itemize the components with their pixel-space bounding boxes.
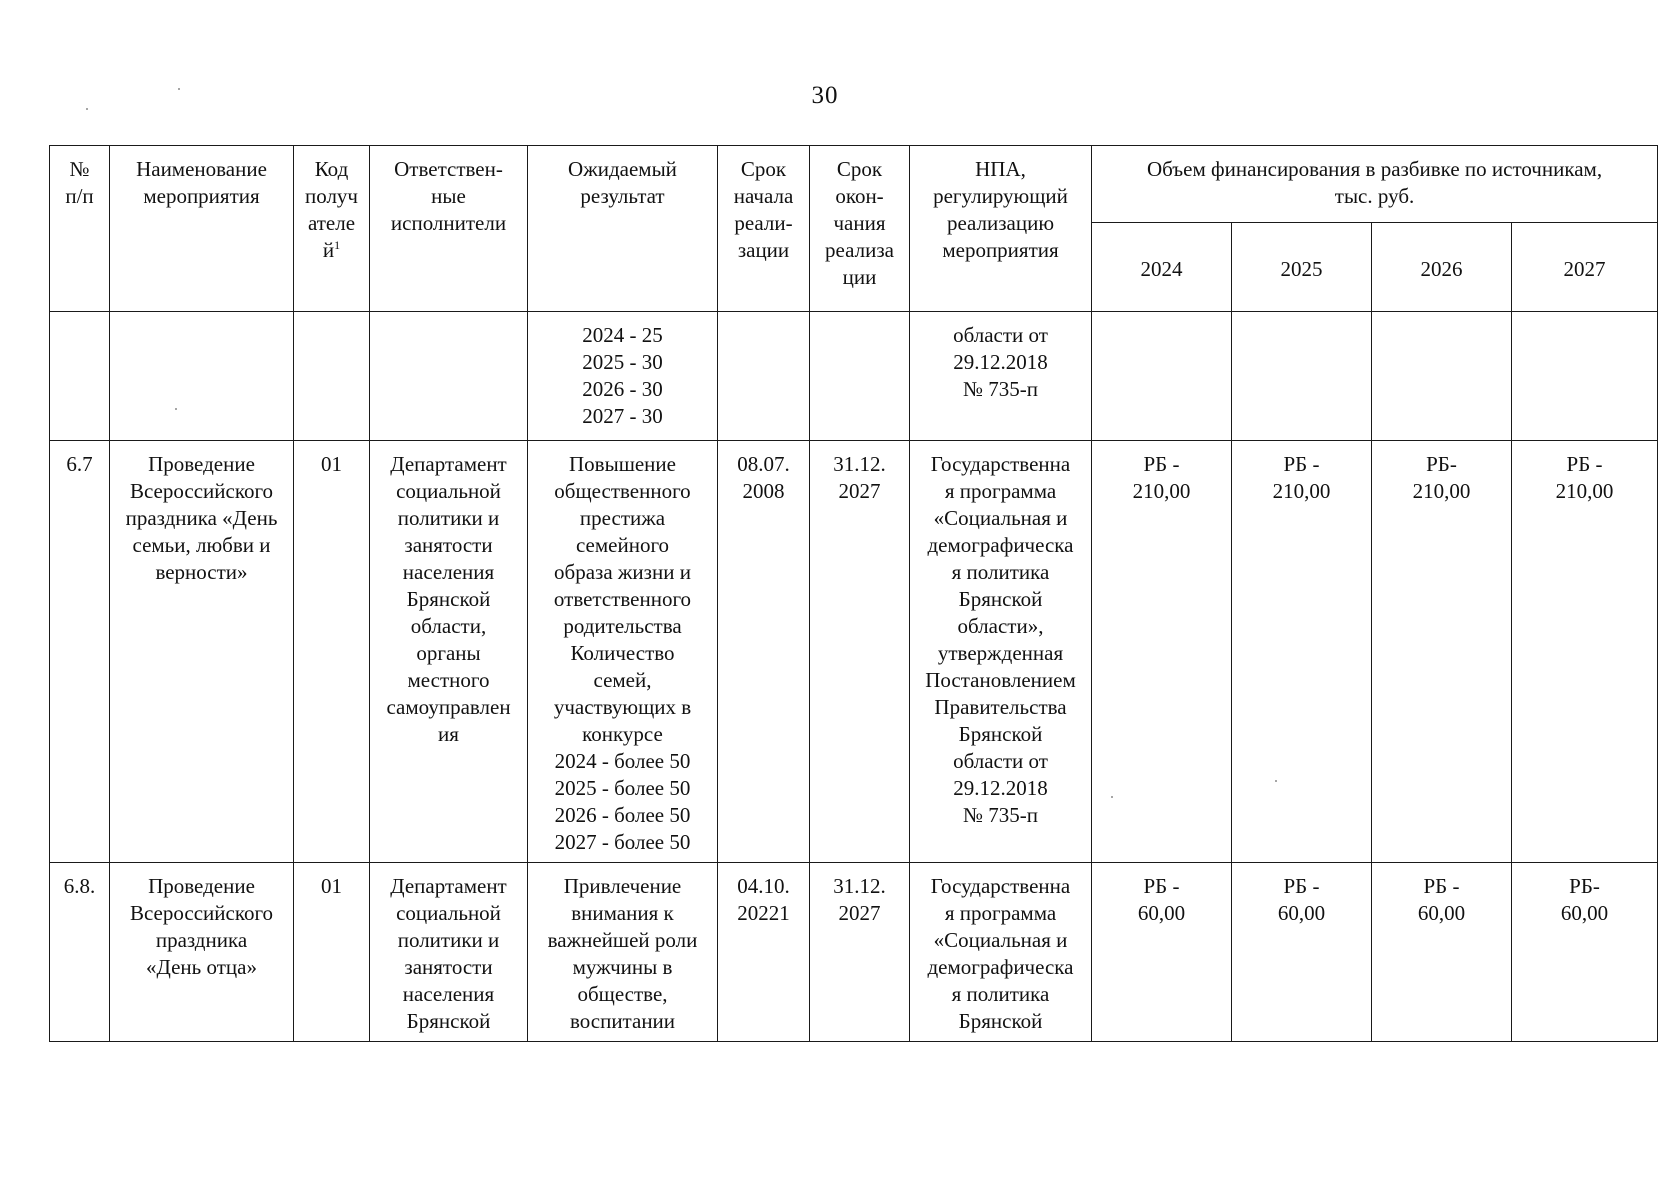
header-end: Срок окон- чания реализа ции xyxy=(810,146,910,312)
cell-funding-2027: РБ - 210,00 xyxy=(1512,441,1658,863)
cell-funding-2027 xyxy=(1512,312,1658,441)
page-number: 30 xyxy=(811,82,839,109)
table-header-row xyxy=(50,146,1658,223)
cell-funding-2024 xyxy=(1092,312,1232,441)
header-year-2026: 2026 xyxy=(1372,223,1512,312)
cell-name xyxy=(110,312,294,441)
scan-speck xyxy=(86,108,88,110)
header-year-2024: 2024 xyxy=(1092,223,1232,312)
scan-speck xyxy=(1111,796,1113,798)
cell-end: 31.12. 2027 xyxy=(810,863,910,1042)
cell-npa: Государственна я программа «Социальная и демографическа я политика Брянской области», утвержденная Постановлением Правительства Брянской области от 29.12.2018 № 735-п xyxy=(910,441,1092,863)
cell-npa: Государственна я программа «Социальная и демографическа я политика Брянской xyxy=(910,863,1092,1042)
cell-code: 01 xyxy=(294,863,370,1042)
cell-funding-2025 xyxy=(1232,312,1372,441)
header-npa: НПА, регулирующий реализацию мероприятия xyxy=(910,146,1092,312)
cell-funding-2024: РБ - 60,00 xyxy=(1092,863,1232,1042)
cell-responsible xyxy=(370,312,528,441)
cell-end: 31.12. 2027 xyxy=(810,441,910,863)
header-responsible: Ответствен- ные исполнители xyxy=(370,146,528,312)
cell-funding-2026: РБ- 210,00 xyxy=(1372,441,1512,863)
cell-responsible: Департамент социальной политики и занятости населения Брянской области, органы местного самоуправлен ия xyxy=(370,441,528,863)
header-year-2027: 2027 xyxy=(1512,223,1658,312)
cell-funding-2024: РБ - 210,00 xyxy=(1092,441,1232,863)
cell-num xyxy=(50,312,110,441)
cell-funding-2025: РБ - 60,00 xyxy=(1232,863,1372,1042)
cell-num: 6.7 xyxy=(50,441,110,863)
footnote-mark: 1 xyxy=(334,238,341,252)
cell-funding-2027: РБ- 60,00 xyxy=(1512,863,1658,1042)
cell-result: Привлечение внимания к важнейшей роли мужчины в обществе, воспитании xyxy=(528,863,718,1042)
header-num: № п/п xyxy=(50,146,110,312)
cell-start xyxy=(718,312,810,441)
cell-result: 2024 - 25 2025 - 30 2026 - 30 2027 - 30 xyxy=(528,312,718,441)
result-years: 2024 - более 50 2025 - более 50 2026 - более 50 2027 - более 50 xyxy=(554,749,691,854)
header-funding: Объем финансирования в разбивке по источникам, тыс. руб. xyxy=(1092,146,1658,223)
header-result: Ожидаемый результат xyxy=(528,146,718,312)
cell-funding-2026 xyxy=(1372,312,1512,441)
cell-start: 08.07. 2008 xyxy=(718,441,810,863)
cell-code: 01 xyxy=(294,441,370,863)
cell-name: Проведение Всероссийского праздника «День отца» xyxy=(110,863,294,1042)
cell-name: Проведение Всероссийского праздника «День семьи, любви и верности» xyxy=(110,441,294,863)
cell-num: 6.8. xyxy=(50,863,110,1042)
cell-end xyxy=(810,312,910,441)
header-year-2025: 2025 xyxy=(1232,223,1372,312)
scan-speck xyxy=(175,408,177,410)
table-row xyxy=(50,441,1658,863)
header-code: Код получ ателе $й^1$ xyxy=(294,146,370,312)
scan-speck xyxy=(178,88,180,90)
table-row xyxy=(50,863,1658,1042)
cell-result: Повышение общественного престижа семейного образа жизни и ответственного родительства Количество семей, участвующих в конкурсе 2024 - более 50 2025 - более 50 2026 - более 50 2027 - более 50 xyxy=(528,441,718,863)
cell-code xyxy=(294,312,370,441)
cell-start: 04.10. 20221 xyxy=(718,863,810,1042)
activities-table xyxy=(49,145,1658,1042)
header-start: Срок начала реали- зации xyxy=(718,146,810,312)
cell-npa: области от 29.12.2018 № 735-п xyxy=(910,312,1092,441)
cell-funding-2026: РБ - 60,00 xyxy=(1372,863,1512,1042)
cell-responsible: Департамент социальной политики и занятости населения Брянской xyxy=(370,863,528,1042)
cell-funding-2025: РБ - 210,00 xyxy=(1232,441,1372,863)
header-name: Наименование мероприятия xyxy=(110,146,294,312)
table-row xyxy=(50,312,1658,441)
scan-speck xyxy=(1275,780,1277,782)
